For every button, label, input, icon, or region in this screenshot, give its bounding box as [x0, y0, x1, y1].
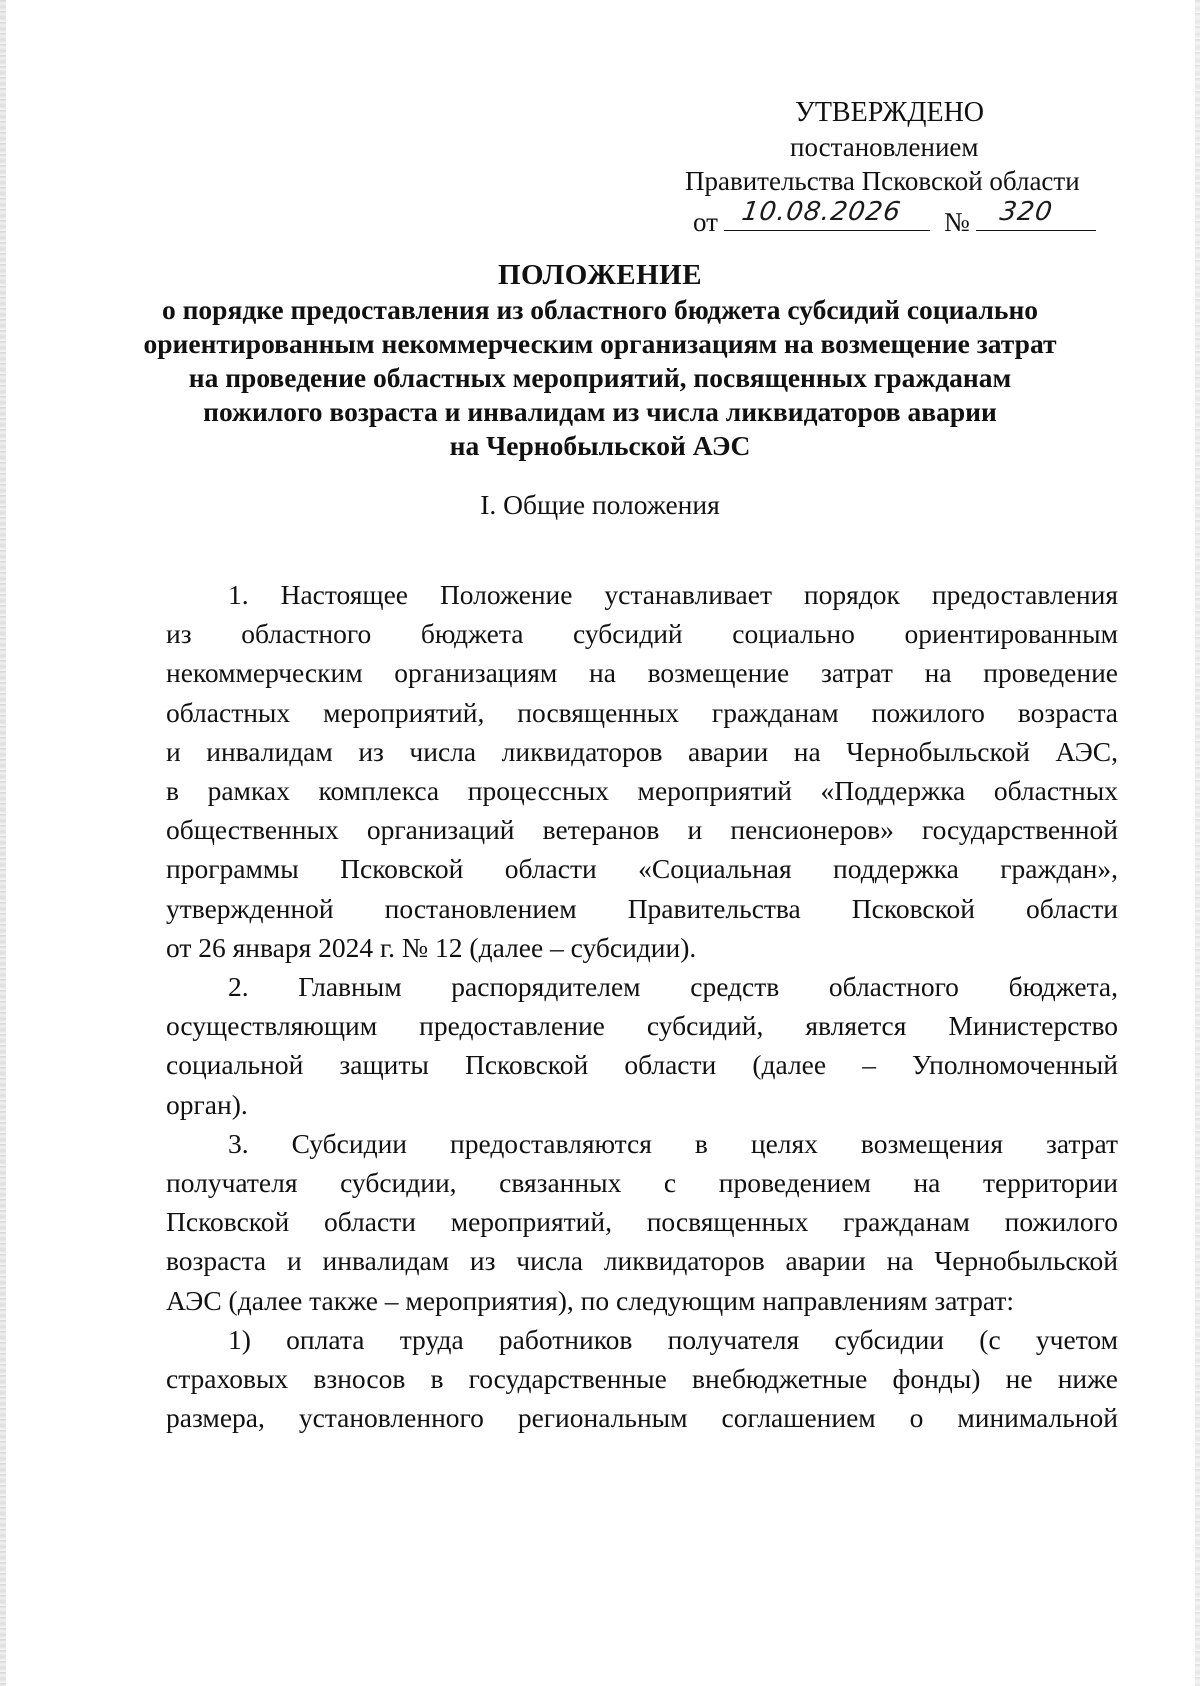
- paragraph-line: областных мероприятий, посвященных гражданам пожилого возраста: [166, 696, 1118, 728]
- paragraph-3-item-1: [166, 1320, 1118, 1438]
- paragraph-line: Псковской области мероприятий, посвященных гражданам пожилого: [166, 1206, 1118, 1238]
- paragraph-line: из областного бюджета субсидий социально ориентированным: [166, 618, 1118, 650]
- paragraph-line: социальной защиты Псковской области (далее – Уполномоченный: [166, 1049, 1118, 1081]
- document-title-line: о порядке предоставления из областного бюджета субсидий социально: [161, 294, 1039, 325]
- approval-date-number-line: [693, 197, 1120, 239]
- section-heading: I. Общие положения: [480, 489, 720, 520]
- approval-approved: УТВЕРЖДЕНО: [795, 97, 985, 128]
- document-title-line: на проведение областных мероприятий, посвященных гражданам: [188, 362, 1012, 393]
- approval-date-field: [724, 197, 930, 231]
- approval-from-label: от: [693, 207, 718, 237]
- approval-by-resolution: постановлением: [790, 132, 979, 162]
- scan-edge-right: [1195, 0, 1200, 1686]
- paragraph-line: размера, установленного региональным соглашением о минимальной: [166, 1402, 1118, 1434]
- paragraph-3: [166, 1124, 1118, 1320]
- paragraph-line: 2. Главным распорядителем средств областного бюджета,: [228, 971, 1118, 1003]
- document-title: [120, 258, 1080, 463]
- paragraph-line: получателя субсидии, связанных с проведением на территории: [166, 1167, 1118, 1199]
- document-title-line: на Чернобыльской АЭС: [449, 430, 751, 461]
- approval-date-handwritten: 10.08.2026: [739, 197, 903, 227]
- paragraph-line: от 26 января 2024 г. № 12 (далее – субсидии).: [166, 931, 697, 963]
- paragraph-line: орган).: [166, 1088, 248, 1120]
- paragraph-line: АЭС (далее также – мероприятия), по следующим направлениям затрат:: [166, 1284, 1014, 1316]
- paragraph-line: программы Псковской области «Социальная поддержка граждан»,: [166, 853, 1118, 885]
- approval-number-label: №: [943, 207, 970, 237]
- approval-stamp-block: [680, 96, 1120, 239]
- document-title-main: ПОЛОЖЕНИЕ: [497, 259, 703, 291]
- document-title-line: пожилого возраста и инвалидам из числа ликвидаторов аварии: [203, 396, 997, 427]
- paragraph-line: общественных организаций ветеранов и пенсионеров» государственной: [166, 814, 1118, 846]
- paragraph-line: утвержденной постановлением Правительства Псковской области: [166, 892, 1118, 924]
- paragraph-1: [166, 575, 1118, 967]
- paragraph-line: возраста и инвалидам из числа ликвидаторов аварии на Чернобыльской: [166, 1245, 1118, 1277]
- paragraph-line: и инвалидам из числа ликвидаторов аварии на Чернобыльской АЭС,: [166, 735, 1118, 767]
- approval-government: Правительства Псковской области: [685, 166, 1080, 196]
- paragraph-line: 1) оплата труда работников получателя субсидии (с учетом: [228, 1323, 1118, 1355]
- paragraph-2: [166, 967, 1118, 1124]
- paragraph-line: осуществляющим предоставление субсидий, является Министерство: [166, 1010, 1118, 1042]
- approval-number-handwritten: 320: [997, 197, 1055, 227]
- paragraph-line: в рамках комплекса процессных мероприятий «Поддержка областных: [166, 775, 1118, 807]
- approval-number-field: [976, 197, 1096, 231]
- paragraph-line: страховых взносов в государственные внебюджетные фонды) не ниже: [166, 1363, 1118, 1395]
- document-body: [166, 575, 1118, 1437]
- scan-edge-left: [0, 0, 6, 1686]
- paragraph-line: 1. Настоящее Положение устанавливает порядок предоставления: [228, 579, 1118, 610]
- document-title-line: ориентированным некоммерческим организациям на возмещение затрат: [143, 328, 1057, 359]
- paragraph-line: 3. Субсидии предоставляются в целях возмещения затрат: [228, 1127, 1118, 1159]
- paragraph-line: некоммерческим организациям на возмещение затрат на проведение: [166, 657, 1118, 689]
